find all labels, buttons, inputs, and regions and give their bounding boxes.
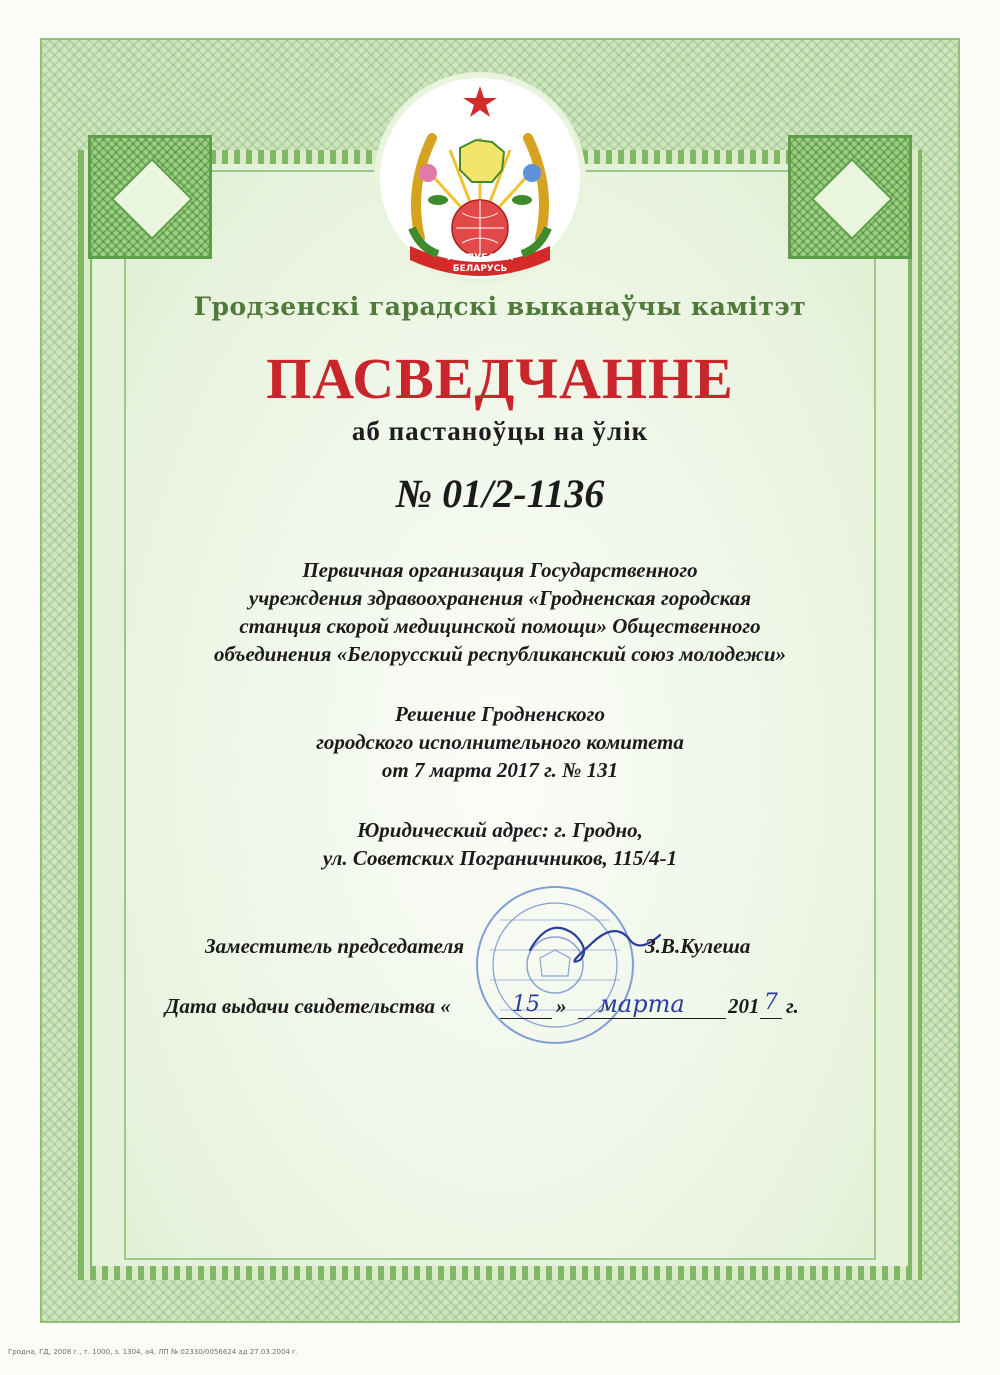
organization-line: учреждения здравоохранения «Гродненская городская xyxy=(248,586,752,610)
document-number: № 01/2-1136 xyxy=(395,471,605,516)
issue-month: марта xyxy=(598,990,685,1018)
printer-imprint: Гродна, ГД, 2008 г., т. 1000, з. 1304, а4, ЛП № 02330/0056624 ад 27.03.2004 г. xyxy=(8,1348,299,1356)
corner-ornament-right xyxy=(788,135,912,259)
signatory-position: Заместитель председателя xyxy=(205,934,465,958)
issue-year-prefix: 201 xyxy=(728,994,760,1018)
address-line: Юридический адрес: г. Гродно, xyxy=(357,818,643,842)
issue-date-close-quote: » xyxy=(556,994,567,1018)
emblem-ribbon-text-bottom: БЕЛАРУСЬ xyxy=(452,264,508,274)
issue-date-label: Дата выдачи свидетельства « xyxy=(165,994,451,1018)
organization-line: объединения «Белорусский республиканский союз молодежи» xyxy=(213,642,787,666)
organization-name xyxy=(0,556,1000,668)
issuing-authority: Гродзенскі гарадскі выканаўчы камітэт xyxy=(193,292,807,321)
organization-line: Первичная организация Государственного xyxy=(302,558,698,582)
state-emblem-icon xyxy=(380,78,580,278)
issue-year-suffix: г. xyxy=(786,994,799,1018)
document-title: ПАСВЕДЧАННЕ xyxy=(266,346,734,411)
decision-line: Решение Гродненского xyxy=(395,702,605,726)
state-emblem xyxy=(380,78,580,278)
decision-line: городского исполнительного комитета xyxy=(316,730,684,754)
issue-year-underline xyxy=(760,1018,782,1019)
corner-ornament-left xyxy=(88,135,212,259)
issue-day: 15 xyxy=(512,992,540,1017)
legal-address xyxy=(0,816,1000,872)
decision-line: от 7 марта 2017 г. № 131 xyxy=(381,758,619,782)
address-line: ул. Советских Пограничников, 115/4-1 xyxy=(322,846,678,870)
organization-line: станция скорой медицинской помощи» Общественного xyxy=(239,614,761,638)
decision-reference xyxy=(0,700,1000,784)
issue-month-underline xyxy=(578,1018,726,1019)
signatory-name: З.В.Кулеша xyxy=(645,934,751,958)
emblem-ribbon-text-top: РЭСПУБЛІКА xyxy=(446,253,514,263)
issue-year-digit: 7 xyxy=(764,990,778,1015)
document-subtitle: аб пастаноўцы на ўлік xyxy=(351,416,649,446)
issue-day-underline xyxy=(500,1018,552,1019)
